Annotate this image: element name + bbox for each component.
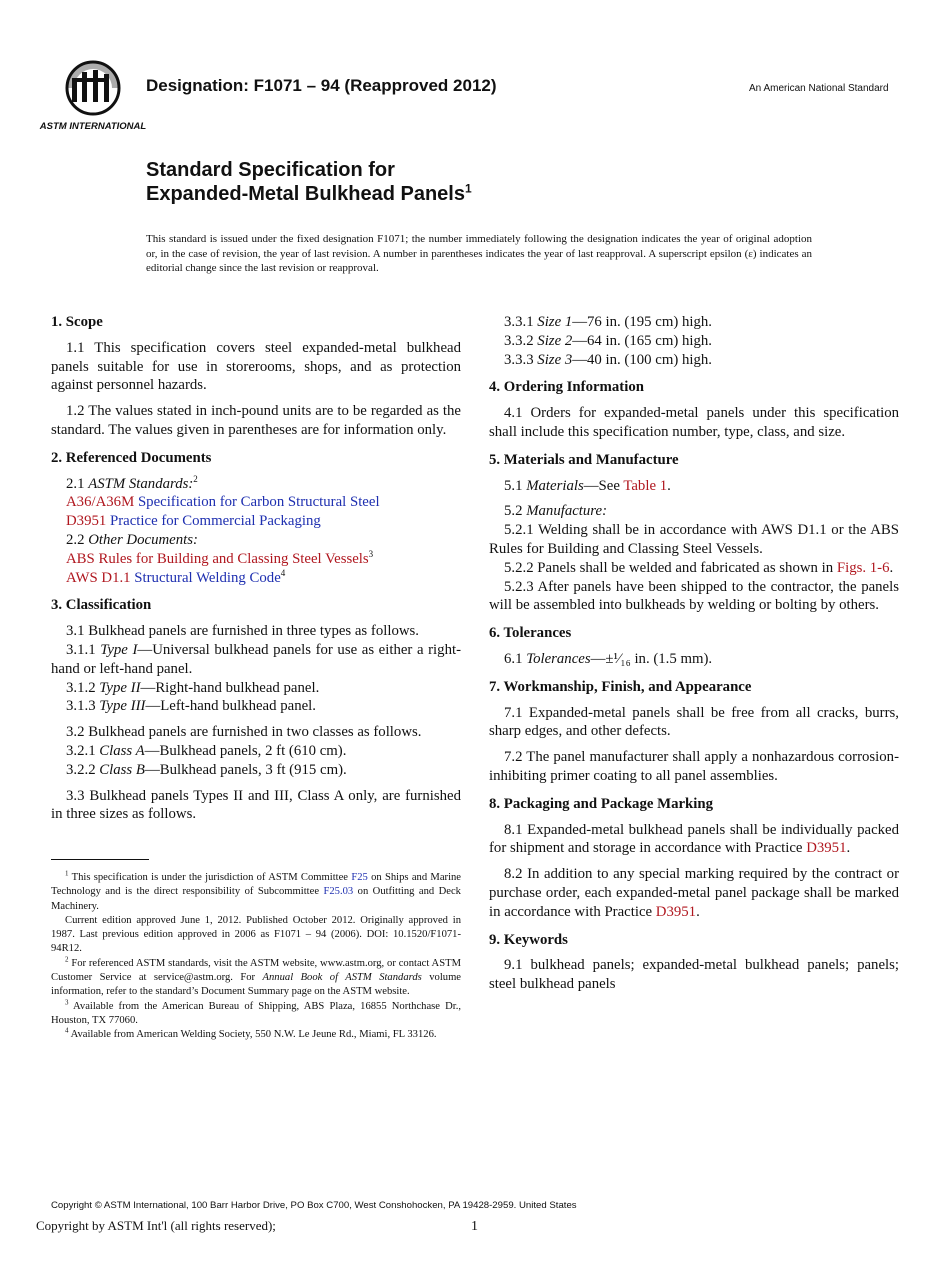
paragraph-5-2: 5.2 Manufacture: <box>504 503 608 520</box>
ref-a36[interactable] <box>51 493 461 512</box>
paragraph-1-2: 1.2 The values stated in inch-pound units are to be regarded as the standard. The values given in parentheses are for information only. <box>51 403 461 438</box>
footnote-link-f2503[interactable]: F25.03 <box>323 886 354 898</box>
ref-aws-code[interactable]: AWS D1.1 <box>66 569 131 586</box>
paragraph-3-2: 3.2 Bulkhead panels are furnished in two classes as follows. <box>66 724 422 741</box>
ref-aws[interactable]: AWS D1.1 Structural Welding Code$^4$ <box>66 567 286 586</box>
national-standard-label: An American National Standard <box>749 83 889 94</box>
paragraph-3-1-1: 3.1.1 Type I—Universal bulkhead panels for use as either a right-hand or left-hand panel. <box>51 641 462 677</box>
paragraph-7-1: 7.1 Expanded-metal panels shall be free from all cracks, burrs, sharp edges, and other defects. <box>489 704 899 740</box>
section-heading-packaging: 8. Packaging and Package Marking <box>489 795 714 812</box>
paragraph-5-2-2: 5.2.2 Panels shall be welded and fabricated as shown in Figs. 1-6. <box>504 559 894 576</box>
section-heading-keywords: 9. Keywords <box>489 931 568 948</box>
footnote-1: $^1$ This specification is under the jurisdiction of ASTM Committee F25 on Ships and Marine Technology and is the direct responsibility of Subcommittee F25.03 on Outfitting and Deck Machinery. <box>51 869 462 912</box>
footnote-divider <box>51 859 149 860</box>
section-heading-ordering: 4. Ordering Information <box>489 379 644 396</box>
left-column <box>51 313 461 824</box>
paragraph-9-1: 9.1 bulkhead panels; expanded-metal bulkhead panels; panels; steel bulkhead panels <box>489 957 899 993</box>
paragraph-3-2-2: 3.2.2 Class B—Bulkhead panels, 3 ft (915 cm). <box>66 761 347 778</box>
ref-aws-title[interactable]: Structural Welding Code <box>134 569 281 586</box>
section-heading-referenced: 2. Referenced Documents <box>51 449 212 466</box>
link-table-1[interactable]: Table 1 <box>623 477 668 494</box>
title-line1: Standard Specification for <box>146 159 395 181</box>
page-title <box>146 158 472 206</box>
paragraph-6-1: 6.1 Tolerances—±¹⁄₁₆ in. (1.5 mm). <box>504 650 713 667</box>
logo-text: ASTM INTERNATIONAL <box>39 121 147 132</box>
section-heading-classification: 3. Classification <box>51 597 152 614</box>
right-column <box>489 313 899 994</box>
footnote-1-current: Current edition approved June 1, 2012. Published October 2012. Originally approved in 1987. Last previous edition approved in 2006 as F1071 – 94 (2006). DOI: 10.1520/F1071-94R12. <box>51 914 461 955</box>
paragraph-5-2-3: 5.2.3 After panels have been shipped to the contractor, the panels will be assembled into bulkheads by welding or bolting by others. <box>489 578 899 614</box>
paragraph-2-2: 2.2 Other Documents: <box>66 531 198 548</box>
paragraph-3-1-3: 3.1.3 Type III—Left-hand bulkhead panel. <box>66 698 316 715</box>
section-heading-workmanship: 7. Workmanship, Finish, and Appearance <box>489 678 752 695</box>
ref-d3951[interactable] <box>51 512 461 531</box>
page-number: 1 <box>471 1219 478 1234</box>
paragraph-3-1: 3.1 Bulkhead panels are furnished in three types as follows. <box>66 623 419 640</box>
title-line2: Expanded-Metal Bulkhead Panels$^1$ <box>146 181 472 205</box>
footnote-link-f25[interactable]: F25 <box>351 872 368 883</box>
paragraph-3-3-1: 3.3.1 Size 1—76 in. (195 cm) high. <box>504 314 712 330</box>
designation: Designation: F1071 – 94 (Reapproved 2012) <box>146 76 497 95</box>
footnote-3: $^3$ Available from the American Bureau of Shipping, ABS Plaza, 16855 Northchase Dr., Houston, TX 77060. <box>51 998 461 1026</box>
paragraph-5-1: 5.1 Materials—See Table 1. <box>504 477 671 494</box>
intro-paragraph: This standard is issued under the fixed designation F1071; the number immediately following the designation indicates the year of original adoption or, in the case of revision, the year of last revision. A number in parentheses indicates the year of last reapproval. A superscript epsilon (ε) indicates an editorial change since the last revision or reapproval. <box>146 233 812 275</box>
paragraph-4-1: 4.1 Orders for expanded-metal panels under this specification shall include this specification number, type, class, and size. <box>489 405 899 440</box>
ref-d3951-title[interactable]: Practice for Commercial Packaging <box>109 513 321 530</box>
footnote-2: $^2$ For referenced ASTM standards, visit the ASTM website, www.astm.org, or contact ASTM Customer Service at service@astm.org. For Annual Book of ASTM Standards volume information, refer to the standard’s Document Summary page on the ASTM website. <box>51 955 462 998</box>
paragraph-2-1: 2.1 ASTM Standards:$^2$ <box>66 473 198 492</box>
paragraph-8-1: 8.1 Expanded-metal bulkhead panels shall be individually packed for shipment and storage in accordance with Practice D3951. <box>489 821 899 857</box>
footnote-4: $^4$ Available from American Welding Society, 550 N.W. Le Jeune Rd., Miami, FL 33126. <box>65 1026 437 1041</box>
link-d3951-2[interactable]: D3951 <box>655 903 697 920</box>
link-figs[interactable]: Figs. 1-6 <box>836 559 890 576</box>
ref-d3951-code[interactable]: D3951 <box>66 513 107 530</box>
paragraph-3-1-2: 3.1.2 Type II—Right-hand bulkhead panel. <box>66 679 320 696</box>
paragraph-3-3: 3.3 Bulkhead panels Types II and III, Class A only, are furnished in three sizes as follows. <box>51 787 461 823</box>
paragraph-8-2: 8.2 In addition to any special marking required by the contract or purchase order, each expanded-metal panel package shall be marked in accordance with Practice D3951. <box>489 866 899 920</box>
ref-abs[interactable]: ABS Rules for Building and Classing Steel Vessels$^3$ <box>66 548 374 567</box>
section-heading-materials: 5. Materials and Manufacture <box>489 451 679 468</box>
section-heading-tolerances: 6. Tolerances <box>489 625 572 642</box>
paragraph-3-3-3: 3.3.3 Size 3—40 in. (100 cm) high. <box>504 351 712 368</box>
ref-a36-code[interactable]: A36/A36M <box>66 494 135 511</box>
copyright-line: Copyright © ASTM International, 100 Barr Harbor Drive, PO Box C700, West Conshohocken, PA 19428-2959. United States <box>51 1200 577 1211</box>
ref-abs-title[interactable]: ABS Rules for Building and Classing Steel Vessels <box>66 550 369 567</box>
title-footnote-ref[interactable]: 1 <box>464 181 472 196</box>
link-d3951[interactable]: D3951 <box>806 840 847 857</box>
paragraph-3-3-2: 3.3.2 Size 2—64 in. (165 cm) high. <box>504 332 712 349</box>
paragraph-3-2-1: 3.2.1 Class A—Bulkhead panels, 2 ft (610 cm). <box>66 742 347 759</box>
footnotes <box>51 871 461 1043</box>
ref-a36-title[interactable]: Specification for Carbon Structural Steel <box>137 494 380 511</box>
copyright-license: Copyright by ASTM Int'l (all rights reserved); <box>36 1218 276 1233</box>
astm-logo <box>39 58 147 132</box>
paragraph-1-1: 1.1 This specification covers steel expanded-metal bulkhead panels suitable for use in storerooms, shops, and as protection against personnel hazards. <box>51 339 461 394</box>
section-heading-scope: 1. Scope <box>51 314 103 330</box>
paragraph-5-2-1: 5.2.1 Welding shall be in accordance with AWS D1.1 or the ABS Rules for Building and Classing Steel Vessels. <box>489 522 899 557</box>
paragraph-7-2: 7.2 The panel manufacturer shall apply a nonhazardous corrosion-inhibiting primer coating to all panel assemblies. <box>489 749 899 784</box>
